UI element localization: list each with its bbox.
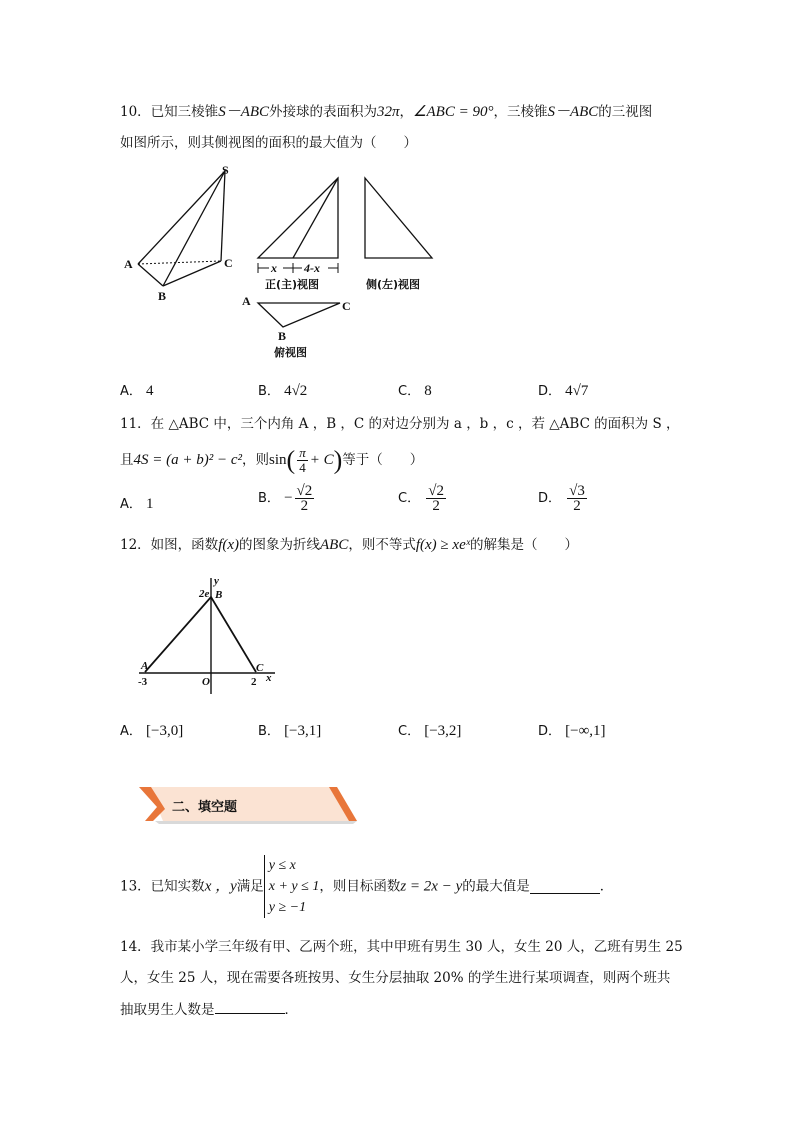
side-view-caption: 侧(左)视图	[366, 278, 421, 291]
q14-answer-blank[interactable]	[215, 999, 285, 1014]
q12-graph-figure	[135, 570, 285, 695]
label-S: S	[222, 163, 229, 177]
dim-4-x-label: 4-x	[304, 261, 320, 275]
label-A: A	[124, 257, 133, 271]
section-banner	[135, 783, 361, 825]
label-y: y	[214, 575, 219, 587]
top-label-A: A	[242, 294, 251, 308]
q11-option-d[interactable]: D． $\frac{√3}{2}$	[538, 483, 585, 514]
q10-line2: 如图所示，则其侧视图的面积的最大值为（ ）	[120, 135, 417, 151]
label-A: A	[141, 660, 149, 672]
pyramid-edge-AB	[138, 264, 163, 286]
pyramid-edge-AC-hidden	[138, 261, 221, 264]
q13-line: 13．已知实数x ，y满足 y ≤ x x + y ≤ 1 y ≥ −1 ，则目标函数z = 2x − y的最大值是 ．	[120, 855, 613, 918]
q11-option-b[interactable]: B． − $\frac{√2}{2}$	[258, 483, 313, 514]
label-B: B	[215, 589, 223, 601]
q12-option-d[interactable]: D． [−∞,1]	[538, 723, 606, 739]
q10-option-b[interactable]: B． 4√2	[258, 383, 308, 399]
q12-option-c[interactable]: C． [−3,2]	[398, 723, 462, 739]
side-view-outline	[365, 178, 432, 258]
label-O: O	[202, 676, 210, 688]
constraint-system: y ≤ x x + y ≤ 1 y ≥ −1	[264, 855, 320, 918]
pyramid-edge-SC	[221, 171, 225, 261]
banner-shadow	[155, 821, 357, 824]
label-C: C	[256, 662, 264, 674]
q14-line2: 人，女生 25 人，现在需要各班按男、女生分层抽取 20% 的学生进行某项调查，则两个班共	[120, 970, 671, 986]
top-label-B: B	[278, 329, 287, 343]
front-view-inner-edge	[293, 178, 338, 258]
top-view-caption: 俯视图	[274, 346, 307, 359]
label-2: 2	[251, 676, 257, 688]
q14-line3: 抽取男生人数是 ．	[120, 999, 298, 1020]
q10-option-a[interactable]: A． 4	[120, 383, 154, 399]
q11-line1: 11．在 △ABC 中，三个内角 A ，B ，C 的对边分别为 a ，b ，c ，若 △ABC 的面积为 S ，	[120, 416, 680, 432]
top-label-C: C	[342, 299, 351, 313]
q10-option-d[interactable]: D． 4√7	[538, 383, 589, 399]
top-view-outline	[258, 303, 340, 327]
front-view-outline	[258, 178, 338, 258]
q10-line1: 10．已知三棱锥S－ABC外接球的表面积为32π，∠ABC = 90°，三棱锥S－ABC的三视图	[120, 104, 653, 120]
label-2e: 2e	[199, 588, 210, 600]
front-view-caption: 正(主)视图	[265, 278, 320, 291]
q12-option-b[interactable]: B． [−3,1]	[258, 723, 322, 739]
label-neg3: -3	[138, 676, 148, 688]
q12-line1: 12．如图，函数f(x)的图象为折线ABC，则不等式f(x) ≥ xeˣ的解集是（ ）	[120, 537, 578, 553]
q13-answer-blank[interactable]	[530, 879, 600, 894]
label-x: x	[266, 672, 272, 684]
section-title: 二、填空题	[172, 800, 238, 815]
q12-option-a[interactable]: A． [−3,0]	[120, 723, 184, 739]
q10-three-view-figure	[118, 160, 448, 365]
pyramid-edge-BC	[163, 261, 221, 286]
q10-option-c[interactable]: C． 8	[398, 383, 432, 399]
q11-option-a[interactable]: A． 1	[120, 496, 154, 512]
label-C: C	[224, 256, 233, 270]
polyline-ABC	[145, 597, 256, 672]
q11-option-c[interactable]: C． $\frac{√2}{2}$	[398, 483, 444, 514]
dim-x-label: x	[271, 261, 277, 275]
q14-line1: 14．我市某小学三年级有甲、乙两个班，其中甲班有男生 30 人，女生 20 人，乙班有男生 25	[120, 939, 683, 955]
pyramid-edge-SA	[138, 171, 225, 264]
label-B: B	[158, 289, 167, 303]
q11-line2: 且4S = (a + b)² − c²，则sin( $\frac{\pi}{4}$ + C)等于（ ）	[120, 445, 424, 475]
pyramid-edge-SB	[163, 171, 225, 286]
